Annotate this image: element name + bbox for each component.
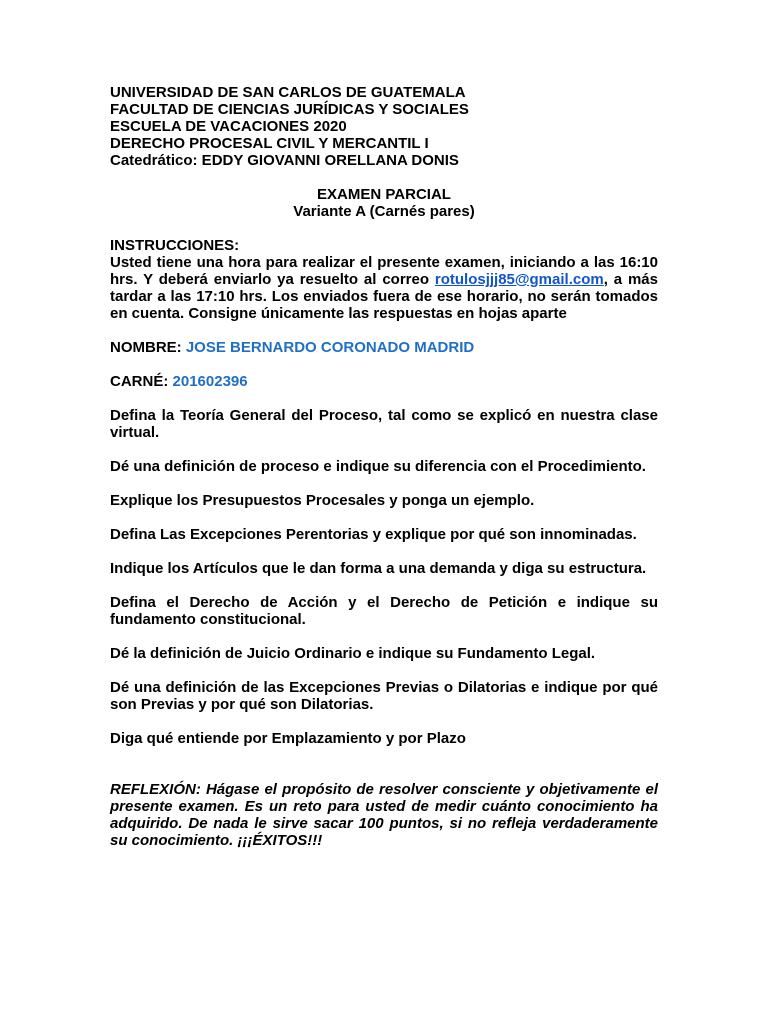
question-1: Defina la Teoría General del Proceso, tal como se explicó en nuestra clase virtual. bbox=[110, 407, 658, 441]
exam-title: EXAMEN PARCIAL bbox=[317, 186, 451, 203]
question-4: Defina Las Excepciones Perentorias y explique por qué son innominadas. bbox=[110, 526, 637, 543]
name-value: JOSE BERNARDO CORONADO MADRID bbox=[185, 339, 475, 356]
question-7: Dé la definición de Juicio Ordinario e indique su Fundamento Legal. bbox=[110, 645, 596, 662]
email-link[interactable]: rotulosjjj85@gmail.com bbox=[434, 271, 604, 288]
question-2: Dé una definición de proceso e indique su diferencia con el Procedimiento. bbox=[110, 458, 646, 475]
student-name-row bbox=[110, 339, 658, 356]
question-9: Diga qué entiende por Emplazamiento y por Plazo bbox=[110, 730, 466, 747]
instructions-text-part1: Usted tiene una hora para realizar el presente examen, iniciando a las 16:10 hrs. Y deberá enviarlo ya resuelto al correo bbox=[110, 254, 658, 288]
professor-name: Catedrático: EDDY GIOVANNI ORELLANA DONIS bbox=[110, 152, 459, 169]
student-carne-row bbox=[110, 373, 658, 390]
carne-label: CARNÉ: bbox=[110, 373, 169, 390]
exam-document bbox=[110, 84, 658, 849]
question-5: Indique los Artículos que le dan forma a una demanda y diga su estructura. bbox=[110, 560, 647, 577]
question-8: Dé una definición de las Excepciones Previas o Dilatorias e indique por qué son Previas y por qué son Dilatorias. bbox=[110, 679, 658, 713]
faculty-name: FACULTAD DE CIENCIAS JURÍDICAS Y SOCIALES bbox=[110, 101, 469, 118]
question-6: Defina el Derecho de Acción y el Derecho de Petición e indique su fundamento constitucional. bbox=[110, 594, 658, 628]
university-name: UNIVERSIDAD DE SAN CARLOS DE GUATEMALA bbox=[110, 84, 466, 101]
carne-value: 201602396 bbox=[172, 373, 248, 390]
instructions-heading: INSTRUCCIONES: bbox=[110, 237, 240, 254]
instructions-text bbox=[110, 254, 658, 322]
course-name: DERECHO PROCESAL CIVIL Y MERCANTIL I bbox=[110, 135, 429, 152]
reflection-text: REFLEXIÓN: Hágase el propósito de resolver consciente y objetivamente el presente examen. Es un reto para usted de medir cuánto conocimiento ha adquirido. De nada le sirve sacar 100 puntos, si no refleja verdaderamente su conocimiento. ¡¡¡ÉXITOS!!! bbox=[110, 781, 658, 849]
name-label: NOMBRE: bbox=[110, 339, 182, 356]
exam-variant: Variante A (Carnés pares) bbox=[293, 203, 475, 220]
school-name: ESCUELA DE VACACIONES 2020 bbox=[110, 118, 347, 135]
instructions-text-part2: , a más tardar a las 17:10 hrs. Los enviados fuera de ese horario, no serán tomados en cuenta. Consigne únicamente las respuestas en hojas aparte bbox=[110, 271, 658, 322]
question-3: Explique los Presupuestos Procesales y ponga un ejemplo. bbox=[110, 492, 535, 509]
